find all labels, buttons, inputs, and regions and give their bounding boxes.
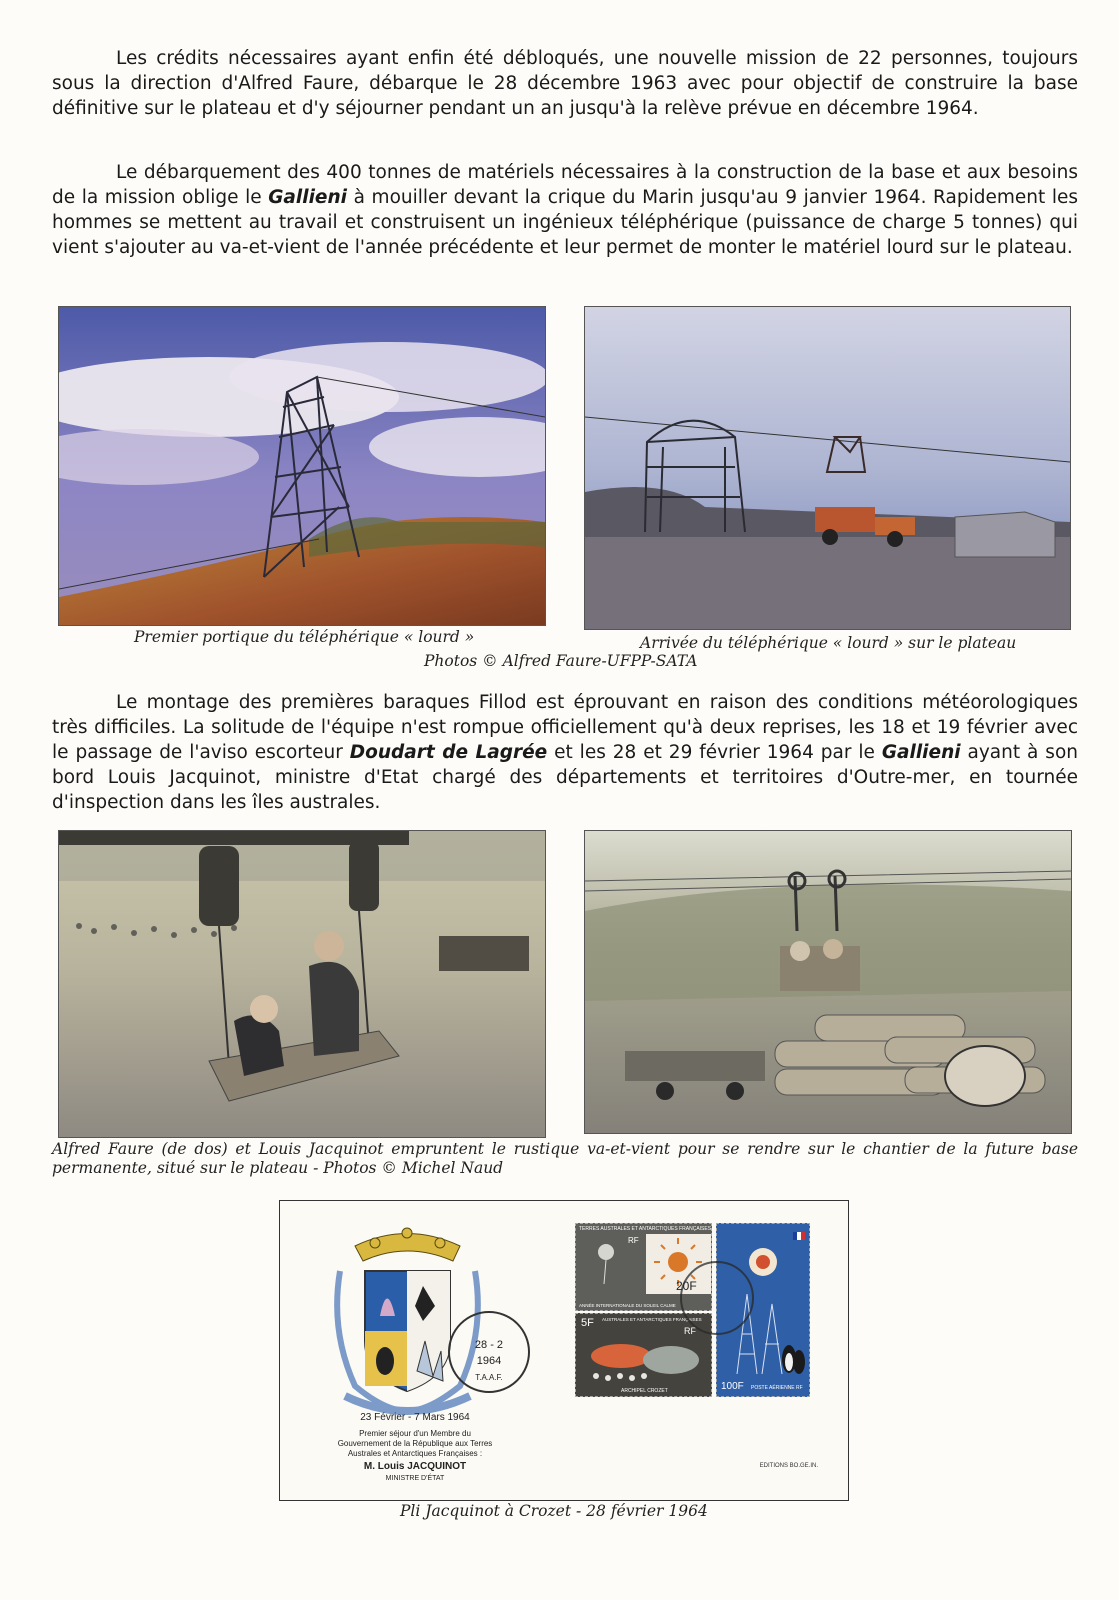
paragraph-text: et les 28 et 29 février 1964 par le [547,742,882,763]
paragraph-mission-text: Les crédits nécessaires ayant enfin été débloqués, une nouvelle mission de 22 personnes, toujours sous la direction d'Alfred Faure, débarque le 28 décembre 1963 avec pour objectif de construire la base définitive sur le plateau et d'y séjourner pendant un an jusqu'à la relève prévue en décembre 1964. [52,48,1078,119]
cover-publisher: EDITIONS BO.GE.IN. [759,1463,818,1469]
stamp2-header: AUSTRALES ET ANTARCTIQUES FRANÇAISES [602,1317,702,1322]
postmark-over-stamps [680,1261,754,1335]
cover-line1: Premier séjour d'un Membre du [359,1429,471,1438]
cover-minister-title: MINISTRE D'ÉTAT [385,1475,445,1482]
stamp2-value: 5F [581,1317,594,1329]
caption-photo2: Arrivée du téléphérique « lourd » sur le plateau [640,634,1017,652]
first-day-cover [279,1200,849,1501]
photo-va-et-vient-chantier [584,830,1072,1134]
photo-va-et-vient-faure [58,830,546,1138]
paragraph-debarquement [52,160,1078,260]
stamp3-footer: POSTE AÉRIENNE RF [751,1385,803,1391]
postmark-date: 28 - 2 [474,1339,504,1351]
cover-line3: Australes et Antarctiques Françaises : [347,1449,483,1458]
ship-name-gallieni: Gallieni [268,187,347,208]
postmark [448,1311,530,1393]
ship-name-gallieni: Gallieni [881,742,961,763]
caption-photos-va-et-vient: Alfred Faure (de dos) et Louis Jacquinot empruntent le rustique va-et-vient pour se rendre sur le chantier de la future base permanente, situé sur le plateau - Photos © Michel Naud [52,1140,1078,1177]
cover-minister-name: M. Louis JACQUINOT [363,1461,467,1472]
photo-arrivee-teleferique [584,306,1071,630]
caption-cover: Pli Jacquinot à Crozet - 28 février 1964 [400,1502,708,1520]
caption-photo1: Premier portique du téléphérique « lourd » [134,628,475,646]
paragraph-text: Le montage des premières baraques Fillod est éprouvant en raison des conditions météorologiques très difficiles. La solitude de l'équipe n'est rompue officiellement qu'à deux reprises, les 18 et 19 février avec le passage de l'aviso escorteur [52,692,1078,763]
cover-dates: 23 Février - 7 Mars 1964 [360,1412,470,1423]
coat-of-arms-icon [325,1211,490,1421]
ship-name-doudart: Doudart de Lagrée [349,742,548,763]
paragraph-baraques [52,690,1078,815]
paragraph-mission [52,46,1078,121]
paragraph-text: à mouiller devant la crique du Marin jusqu'au 9 janvier 1964. Rapidement les hommes se mettent au travail et construisent un ingénieux téléphérique (puissance de charge 5 tonnes) qui vient s'ajouter au va-et-vient de l'année précédente et leur permet de monter le matériel lourd sur le plateau. [52,187,1078,258]
paragraph-text: Le débarquement des 400 tonnes de matériels nécessaires à la construction de la base et aux besoins de la mission oblige le [52,162,1078,208]
postmark-taaf: T.A.A.F. [475,1373,503,1382]
credit-photos-faure: Photos © Alfred Faure-UFPP-SATA [424,652,698,670]
stamp3-value: 100F [721,1381,744,1392]
paragraph-text: ayant à son bord Louis Jacquinot, ministre d'Etat chargé des départements et territoires d'Outre-mer, en tournée d'inspection dans les îles australes. [52,742,1078,813]
stamp2-footer: ARCHIPEL CROZET [621,1388,668,1394]
postmark-year: 1964 [476,1355,502,1367]
cover-line2: Gouvernement de la République aux Terres [337,1439,493,1448]
stamp1-header: TERRES AUSTRALES ET ANTARCTIQUES FRANÇAISES [579,1226,712,1232]
stamp1-value: 20F [676,1279,697,1293]
stamp1-rf: RF [628,1236,639,1245]
stamp1-footer: ANNÉE INTERNATIONALE DU SOLEIL CALME [579,1303,676,1308]
stamp2-rf: RF [684,1326,696,1336]
photo-premier-portique [58,306,546,626]
